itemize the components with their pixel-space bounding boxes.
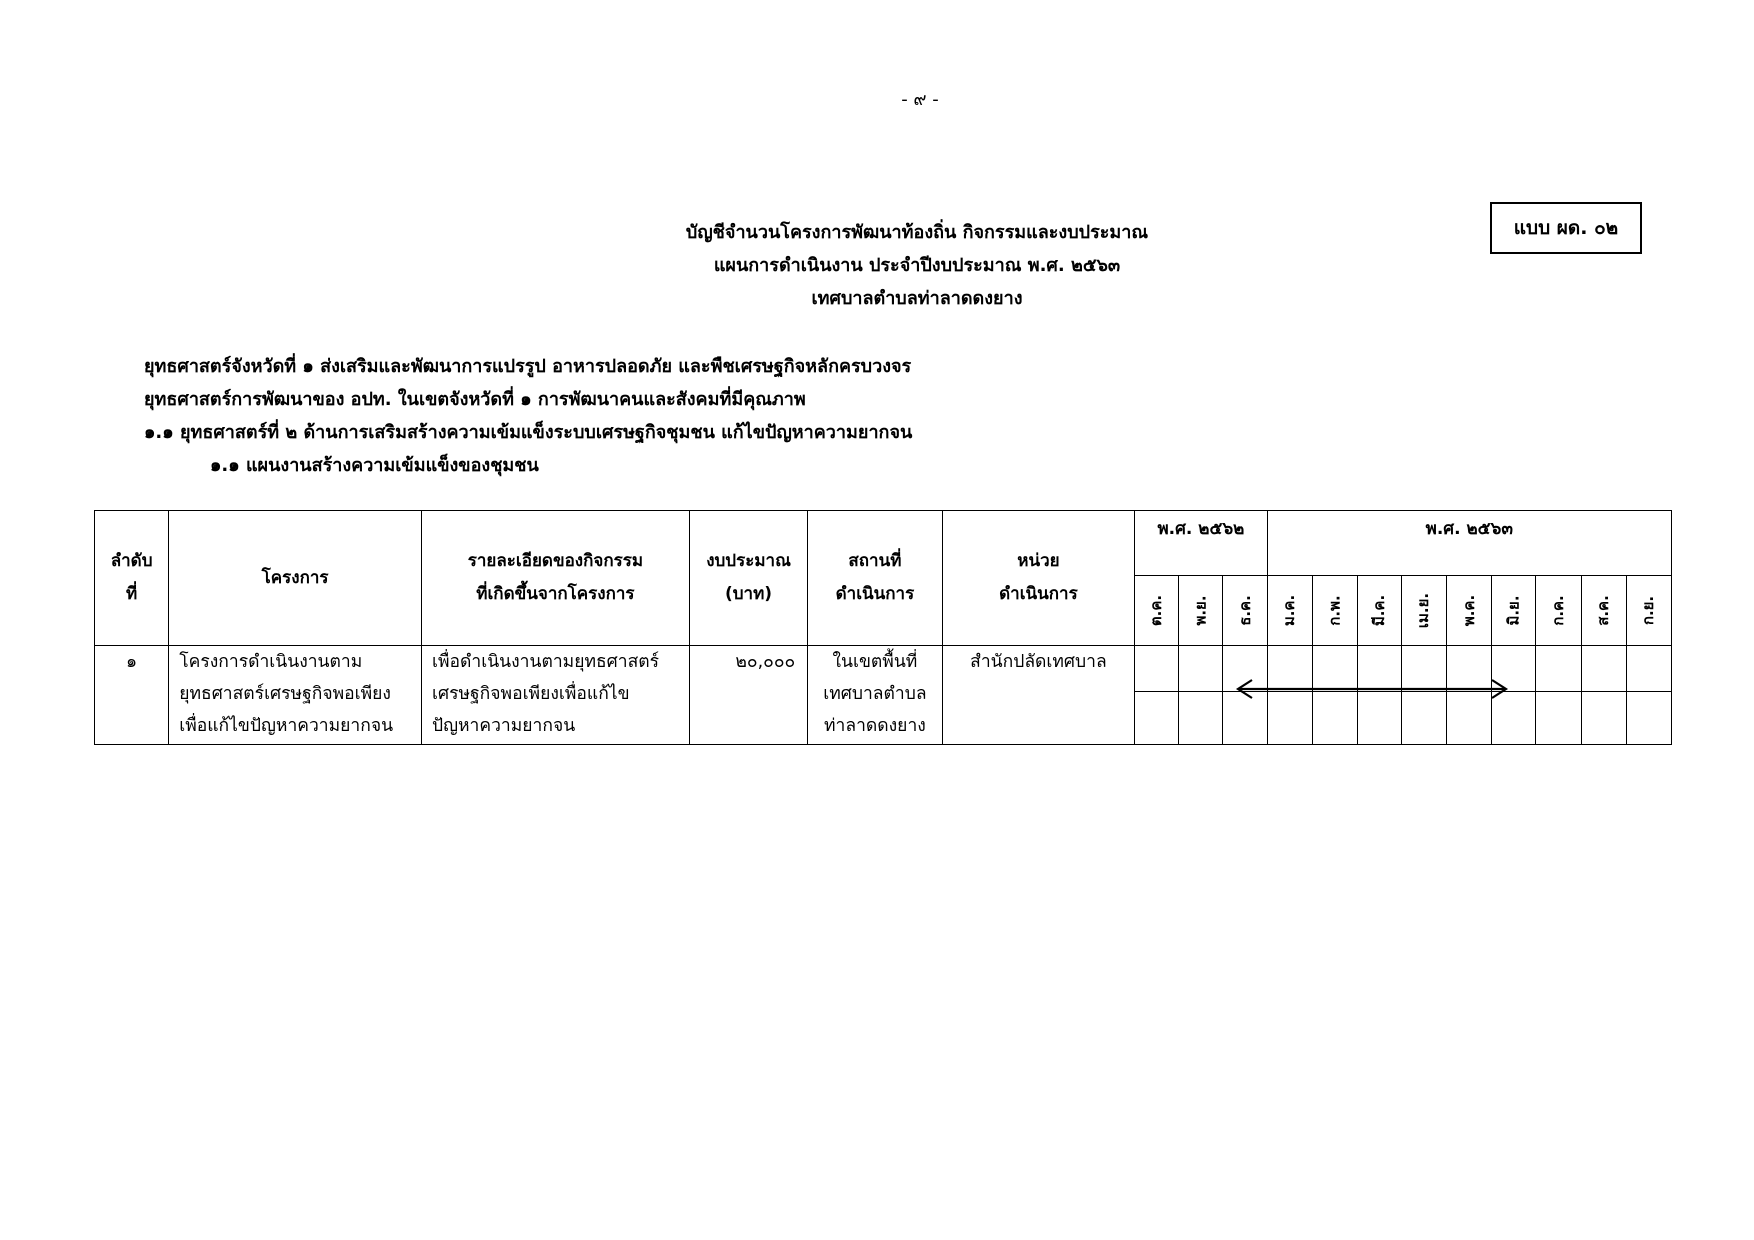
header-location-line1: สถานที่ <box>848 551 902 571</box>
header-year-2562: พ.ศ. ๒๕๖๒ <box>1135 511 1267 576</box>
plan-line: ๑.๑ แผนงานสร้างความเข้มแข็งของชุมชน <box>210 455 539 476</box>
header-year-2563: พ.ศ. ๒๕๖๓ <box>1267 511 1671 576</box>
header-detail-line1: รายละเอียดของกิจกรรม <box>467 551 644 571</box>
month-label: ม.ค. <box>1280 594 1299 627</box>
row-detail-line3: ปัญหาความยากจน <box>432 716 576 736</box>
row-unit: สำนักปลัดเทศบาล <box>942 646 1135 745</box>
row-project-line3: เพื่อแก้ไขปัญหาความยากจน <box>179 716 394 736</box>
strategy-section <box>144 350 912 482</box>
month-label: พ.ค. <box>1459 594 1478 627</box>
title-line-2: แผนการดำเนินงาน ประจำปีงบประมาณ พ.ศ. ๒๕๖๓ <box>713 255 1121 276</box>
row-detail <box>422 646 690 745</box>
row-no: ๑ <box>95 646 169 745</box>
row-location-line1: ในเขตพื้นที่ <box>832 652 918 672</box>
title-line-1: บัญชีจำนวนโครงการพัฒนาท้องถิ่น กิจกรรมและงบประมาณ <box>685 222 1149 243</box>
strategy-line-2: ยุทธศาสตร์การพัฒนาของ อปท. ในเขตจังหวัดที่ ๑ การพัฒนาคนและสังคมที่มีคุณภาพ <box>144 389 806 410</box>
row-detail-line1: เพื่อดำเนินงานตามยุทธศาสตร์ <box>432 652 660 672</box>
month-header <box>1357 576 1401 646</box>
month-header <box>1581 576 1626 646</box>
month-label: มี.ค. <box>1369 594 1388 627</box>
row-budget: ๒๐,๐๐๐ <box>689 646 807 745</box>
row-location-line3: ท่าลาดดงยาง <box>824 716 926 736</box>
title-line-3: เทศบาลตำบลท่าลาดดงยาง <box>811 288 1023 309</box>
month-header <box>1179 576 1223 646</box>
row-project-line2: ยุทธศาสตร์เศรษฐกิจพอเพียง <box>179 684 391 704</box>
month-label: ธ.ค. <box>1235 595 1254 626</box>
document-title <box>0 216 1754 315</box>
header-unit-line2: ดำเนินการ <box>999 584 1078 604</box>
row-project <box>169 646 422 745</box>
header-unit-line1: หน่วย <box>1017 551 1060 571</box>
header-project: โครงการ <box>169 511 422 646</box>
month-header <box>1402 576 1447 646</box>
month-header <box>1626 576 1671 646</box>
header-budget <box>689 511 807 646</box>
timeline-arrow <box>1234 677 1510 701</box>
month-header <box>1536 576 1581 646</box>
month-label: ส.ค. <box>1594 595 1613 626</box>
project-table <box>94 510 1672 745</box>
form-code: แบบ ผด. ๐๒ <box>1513 217 1619 239</box>
month-label: เม.ย. <box>1414 592 1433 629</box>
page-number: - ๙ - <box>901 89 939 110</box>
month-label: ต.ค. <box>1147 594 1166 627</box>
header-location <box>808 511 942 646</box>
month-label: พ.ย. <box>1191 595 1210 626</box>
month-label: ก.ย. <box>1639 595 1658 626</box>
month-label: ก.พ. <box>1325 595 1344 626</box>
row-location-line2: เทศบาลตำบล <box>823 684 927 704</box>
month-label: มิ.ย. <box>1504 595 1523 626</box>
month-header <box>1267 576 1312 646</box>
month-cell <box>1626 646 1671 745</box>
row-project-line1: โครงการดำเนินงานตาม <box>179 652 363 672</box>
header-budget-line1: งบประมาณ <box>706 551 791 571</box>
strategy-line-1: ยุทธศาสตร์จังหวัดที่ ๑ ส่งเสริมและพัฒนาการแปรรูป อาหารปลอดภัย และพืชเศรษฐกิจหลักครบวงจร <box>144 356 912 377</box>
month-cell <box>1179 646 1223 745</box>
month-label: ก.ค. <box>1548 595 1567 626</box>
header-no <box>95 511 169 646</box>
row-detail-line2: เศรษฐกิจพอเพียงเพื่อแก้ไข <box>432 684 630 704</box>
month-header <box>1447 576 1492 646</box>
header-no-line2: ที่ <box>126 584 138 604</box>
month-header <box>1492 576 1536 646</box>
month-cell <box>1135 646 1179 745</box>
header-location-line2: ดำเนินการ <box>835 584 915 604</box>
header-detail <box>422 511 690 646</box>
header-no-line1: ลำดับ <box>110 551 153 571</box>
month-header <box>1135 576 1179 646</box>
header-unit <box>942 511 1135 646</box>
month-header <box>1223 576 1267 646</box>
month-header <box>1312 576 1357 646</box>
strategy-line-3: ๑.๑ ยุทธศาสตร์ที่ ๒ ด้านการเสริมสร้างความเข้มแข็งระบบเศรษฐกิจชุมชน แก้ไขปัญหาความยากจน <box>144 422 913 443</box>
header-budget-line2: (บาท) <box>724 584 773 604</box>
month-cell <box>1536 646 1581 745</box>
month-cell <box>1581 646 1626 745</box>
row-location <box>808 646 942 745</box>
header-detail-line2: ที่เกิดขึ้นจากโครงการ <box>476 584 635 604</box>
